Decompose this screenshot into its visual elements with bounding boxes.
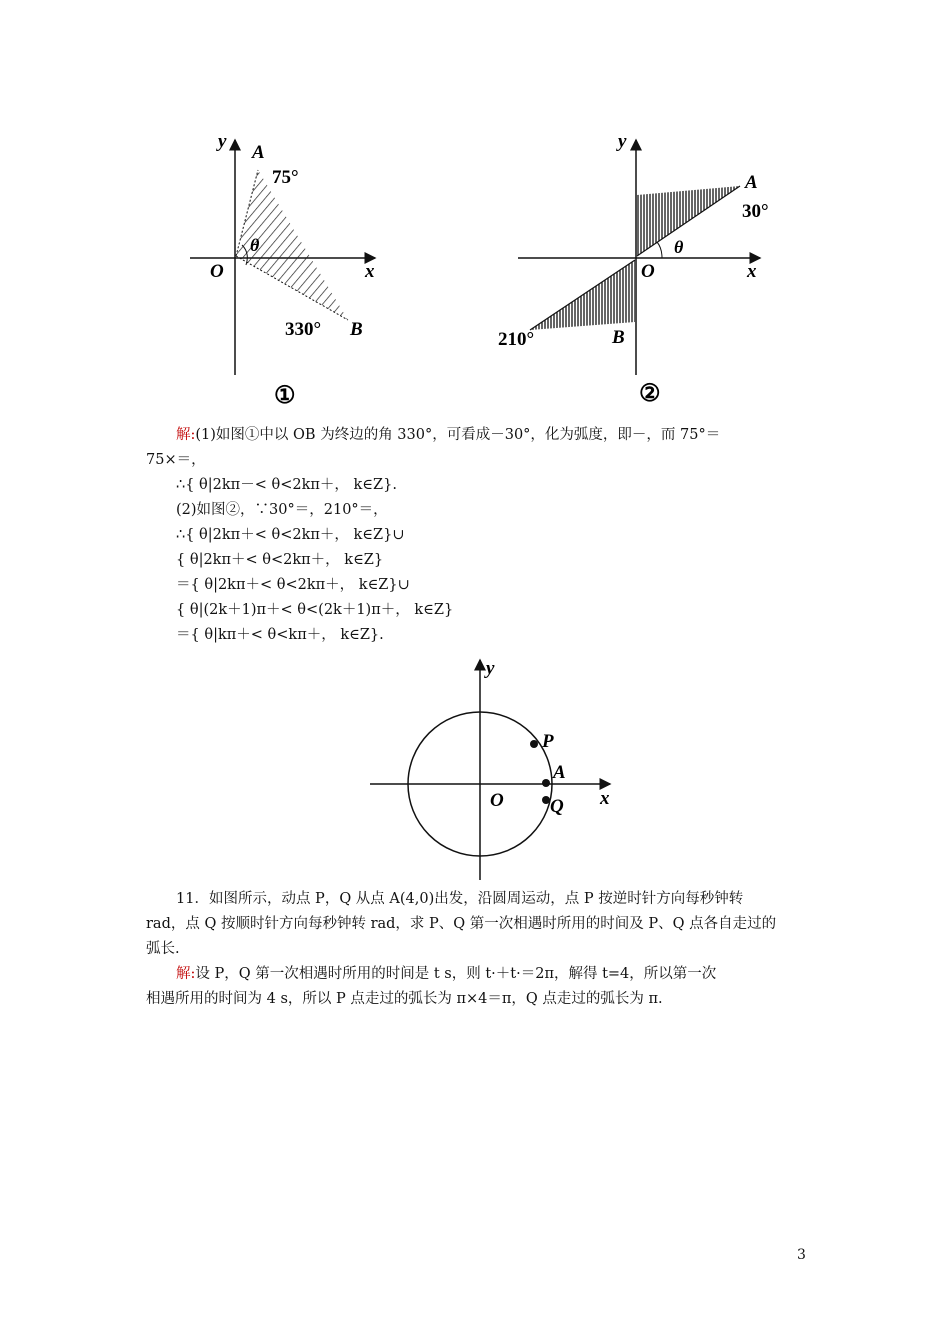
q-label: Q [550,796,564,817]
solution-line-1 [146,424,806,446]
y-label: y [218,131,227,152]
solution-line-9: ＝{ θ|kπ＋< θ<kπ＋， k∈Z}. [176,627,384,643]
o-label: O [641,261,655,282]
theta-label: θ [674,237,684,257]
solution-line-7: ＝{ θ|2kπ＋< θ<2kπ＋， k∈Z}∪ [176,577,410,593]
y-label: y [618,131,627,152]
solution-11-line-1 [146,963,806,985]
solution-lead: 解: [176,427,196,443]
solution-line-3: ∴{ θ|2kπ－< θ<2kπ＋， k∈Z}. [176,477,397,493]
problem-11-line-1 [146,888,806,910]
point-p [530,740,538,748]
o-label: O [490,790,504,811]
angle-330: 330° [285,319,322,340]
angle-75: 75° [272,167,299,188]
a-label: A [553,762,566,783]
page-number: 3 [797,1247,806,1263]
solution-line-8: { θ|(2k＋1)π＋< θ<(2k＋1)π＋， k∈Z} [176,602,454,618]
p-label: P [542,731,554,752]
o-label: O [210,261,224,282]
figure-caption: ① [274,383,296,409]
figure-caption: ② [639,381,661,407]
figure-1 [180,125,400,415]
theta-label: θ [250,235,260,255]
point-q [542,796,550,804]
x-label: x [600,788,610,809]
b-label: B [350,319,363,340]
b-label: B [612,327,625,348]
a-label: A [252,142,265,163]
problem-11-line-3: 弧长. [146,941,180,957]
y-label: y [486,658,495,679]
solution-text: (1)如图①中以 OB 为终边的角 330°，可看成－30°，化为弧度，即－，而 75°＝ [195,427,721,443]
angle-210: 210° [498,329,535,350]
solution-line-5: ∴{ θ|2kπ＋< θ<2kπ＋， k∈Z}∪ [176,527,405,543]
solution-11-line-2: 相遇所用的时间为 4 s，所以 P 点走过的弧长为 π×4＝π，Q 点走过的弧长为 π. [146,991,663,1007]
solution-text: 设 P，Q 第一次相遇时所用的时间是 t s，则 t·＋t·＝2π，解得 t=4，所以第一次 [195,966,717,982]
problem-11-line-2: rad，点 Q 按顺时针方向每秒钟转 rad，求 P、Q 第一次相遇时所用的时间及 P、Q 点各自走过的 [146,916,777,932]
point-a [542,779,550,787]
x-label: x [747,261,757,282]
solution-line-2: 75×＝， [146,452,206,468]
figure-3 [360,652,630,884]
a-label: A [745,172,758,193]
solution-line-6: { θ|2kπ＋< θ<2kπ＋， k∈Z} [176,552,384,568]
problem-text: 11．如图所示，动点 P，Q 从点 A(4,0)出发，沿圆周运动，点 P 按逆时针方向每秒钟转 [176,891,744,907]
angle-30: 30° [742,201,769,222]
figure-2 [490,125,780,415]
solution-lead: 解: [176,966,196,982]
x-label: x [365,261,375,282]
solution-line-4: (2)如图②，∵30°＝，210°＝， [176,502,388,518]
